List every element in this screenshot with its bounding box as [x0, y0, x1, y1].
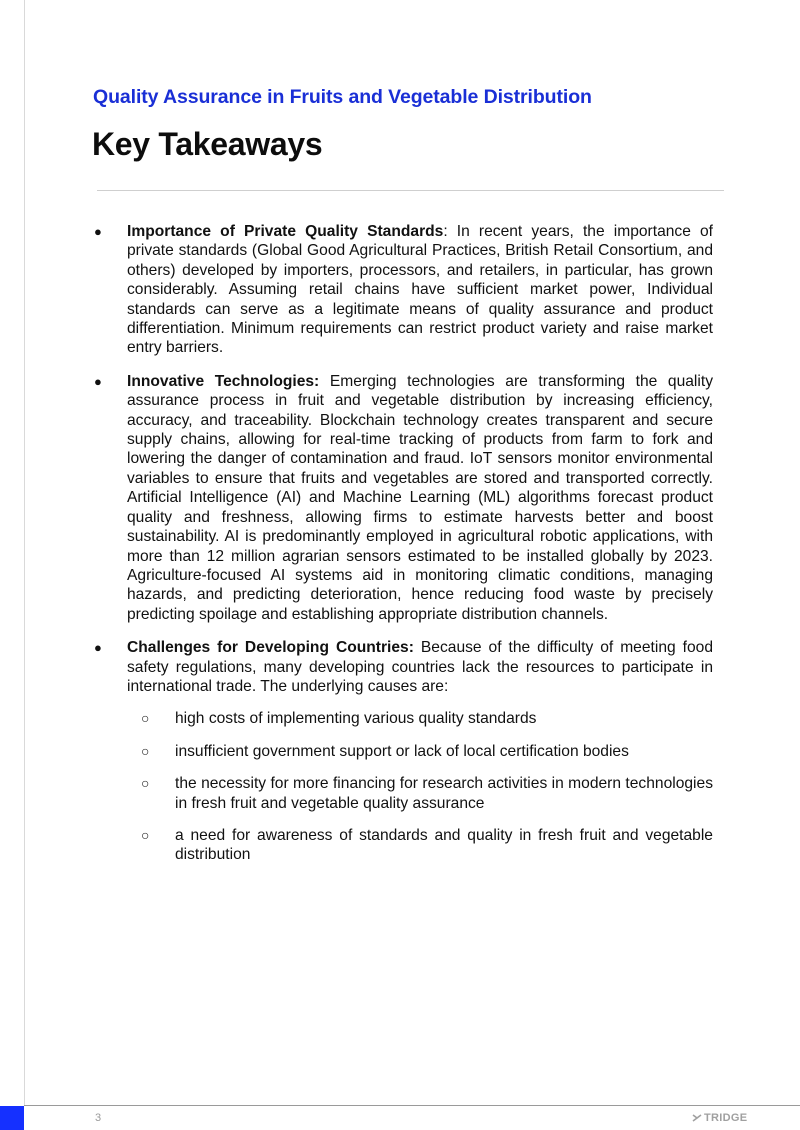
sub-bullet-text: a need for awareness of standards and quality in fresh fruit and vegetable distribution [175, 826, 713, 864]
sub-bullet-icon: ○ [141, 775, 150, 792]
sub-list-item [127, 742, 713, 761]
sub-list-item [127, 826, 713, 865]
sub-bullet-text: high costs of implementing various quality standards [175, 710, 537, 728]
sub-bullet-text: the necessity for more financing for research activities in modern technologies in fresh fruit and vegetable quality assurance [175, 775, 713, 812]
sub-bullet-text: insufficient government support or lack of local certification bodies [175, 742, 629, 760]
tridge-logo-icon [692, 1113, 702, 1123]
sub-bullet-icon: ○ [141, 826, 150, 843]
corner-accent-block [0, 1106, 24, 1130]
sub-list-item [127, 774, 713, 813]
list-item [92, 372, 713, 624]
page-number: 3 [95, 1112, 102, 1124]
bullet-text: : In recent years, the importance of private standards (Global Good Agricultural Practices, British Retail Consortium, and others) developed by importers, processors, and retailers, in particular, has grown considerably. Assuming retail chains have sufficient market power, Individual standards can serve as a legitimate means of quality assurance and product differentiation. Minimum requirements can restrict product variety and raise market entry barriers. [127, 223, 713, 357]
bullet-text: Emerging technologies are transforming the quality assurance process in fruit and vegetable distribution by increasing efficiency, accuracy, and traceability. Blockchain technology creates transparent and secure supply chains, allowing for real-time tracking of products from farm to fork and lowering the danger of contamination and fraud. IoT sensors monitor environmental variables to ensure that fruits and vegetables are stored and transported correctly. Artificial Intelligence (AI) and Machine Learning (ML) algorithms forecast product quality and freshness, allowing firms to estimate harvests better and boost sustainability. AI is predominantly employed in agricultural robotic applications, with more than 12 million agrarian sensors estimated to be installed globally by 2023. Agriculture-focused AI systems aid in monitoring climatic conditions, managing hazards, and predicting deterioration, hence reducing food waste by precisely predicting spoilage and establishing appropriate distribution channels. [127, 372, 713, 623]
bullet-icon: ● [94, 373, 102, 389]
bullet-heading: Innovative Technologies: [127, 372, 320, 390]
bullet-text: Because of the difficulty of meeting food safety regulations, many developing countries lack the resources to participate in international trade. The underlying causes are: [127, 639, 713, 695]
tridge-logo [692, 1112, 747, 1124]
causes-list [127, 709, 713, 864]
page-title: Key Takeaways [92, 126, 323, 162]
title-divider [97, 190, 724, 191]
takeaways-content [92, 222, 713, 879]
sub-bullet-icon: ○ [141, 710, 150, 727]
footer-divider [24, 1105, 800, 1106]
logo-text: TRIDGE [704, 1112, 748, 1124]
bullet-heading: Importance of Private Quality Standards [127, 223, 444, 240]
list-item [92, 638, 713, 865]
bullet-icon: ● [94, 640, 102, 656]
takeaways-list [92, 222, 713, 865]
left-margin-rule [24, 0, 25, 1105]
bullet-heading: Challenges for Developing Countries: [127, 639, 414, 657]
sub-list-item [127, 709, 713, 728]
document-subtitle: Quality Assurance in Fruits and Vegetable Distribution [93, 86, 592, 108]
list-item [92, 222, 713, 358]
sub-bullet-icon: ○ [141, 742, 150, 759]
bullet-icon: ● [94, 224, 102, 239]
